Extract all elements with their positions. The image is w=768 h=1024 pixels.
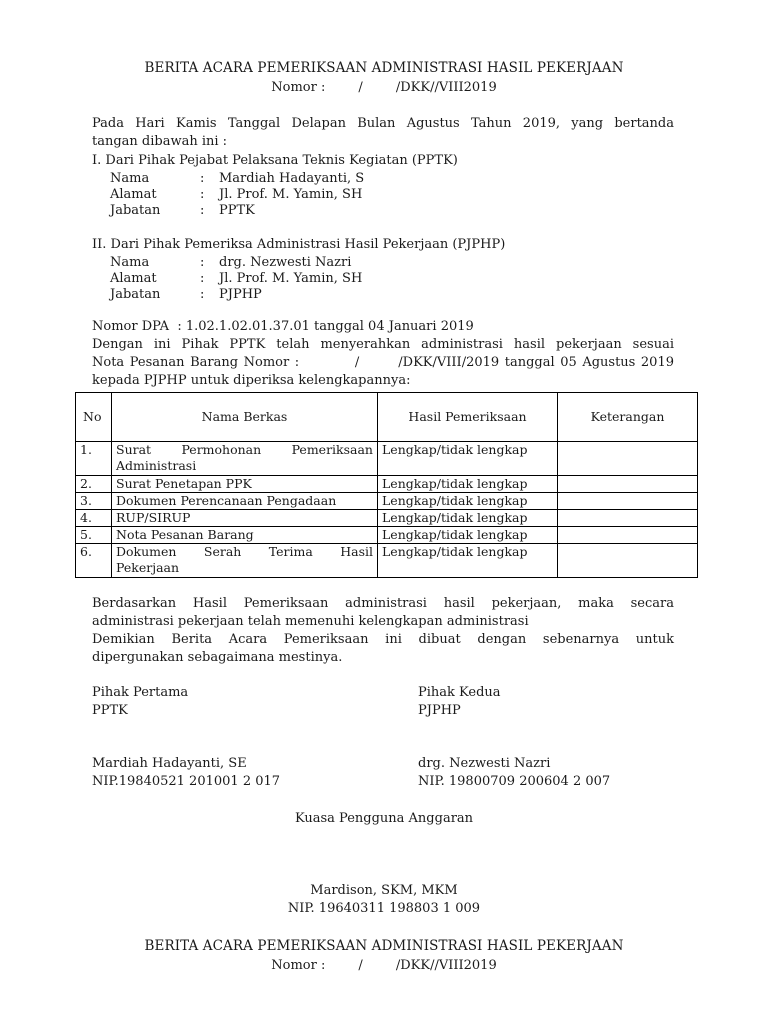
row-result: Lengkap/tidak lengkap: [378, 527, 558, 544]
table-row: [76, 476, 698, 493]
column-header-name: Nama Berkas: [112, 393, 378, 442]
first-party-label: Pihak Pertama: [92, 685, 189, 700]
intro-line-1: Pada Hari Kamis Tanggal Delapan Bulan Agustus Tahun 2019, yang bertanda: [92, 116, 674, 131]
row-number: 6.: [76, 544, 112, 578]
field-value: PPTK: [219, 203, 255, 218]
second-party-nip: NIP. 19800709 200604 2 007: [418, 774, 611, 789]
field-colon: :: [200, 203, 205, 218]
row-document-name: Surat Penetapan PPK: [112, 476, 378, 493]
row-remarks: [558, 544, 698, 578]
field-value: Mardiah Hadayanti, S: [219, 171, 365, 186]
field-value: PJPHP: [219, 287, 262, 302]
row-remarks: [558, 476, 698, 493]
field-colon: :: [200, 187, 205, 202]
field-colon: :: [200, 255, 205, 270]
second-party-name: drg. Nezwesti Nazri: [418, 756, 551, 771]
document-name-line-2: Administrasi: [116, 458, 197, 473]
row-remarks: [558, 493, 698, 510]
row-document-name: Nota Pesanan Barang: [112, 527, 378, 544]
documents-table: [75, 392, 698, 578]
document-number: Nomor : / /DKK//VIII2019: [271, 80, 497, 95]
field-label: Jabatan: [110, 287, 161, 302]
table-row: [76, 510, 698, 527]
next-page-title: BERITA ACARA PEMERIKSAAN ADMINISTRASI HASIL PEKERJAAN: [144, 938, 624, 954]
first-party-nip: NIP.19840521 201001 2 017: [92, 774, 281, 789]
document-name-line-1: Surat Permohonan Pemeriksaan: [116, 442, 373, 457]
handover-line-2: Nota Pesanan Barang Nomor : / /DKK/VIII/2019 tanggal 05 Agustus 2019: [92, 355, 674, 370]
first-party-role: PPTK: [92, 703, 128, 718]
document-name-line-1: Dokumen Serah Terima Hasil: [116, 544, 373, 559]
pjphp-heading: II. Dari Pihak Pemeriksa Administrasi Hasil Pekerjaan (PJPHP): [92, 237, 506, 252]
second-party-label: Pihak Kedua: [418, 685, 501, 700]
intro-line-2: tangan dibawah ini :: [92, 134, 228, 149]
row-result: Lengkap/tidak lengkap: [378, 476, 558, 493]
row-remarks: [558, 527, 698, 544]
conclusion-line-4: dipergunakan sebagaimana mestinya.: [92, 650, 343, 665]
table-row: [76, 527, 698, 544]
field-label: Nama: [110, 255, 150, 270]
table-row: [76, 442, 698, 476]
handover-line-3: kepada PJPHP untuk diperiksa kelengkapannya:: [92, 373, 411, 388]
table-row: [76, 493, 698, 510]
row-result: Lengkap/tidak lengkap: [378, 442, 558, 476]
field-colon: :: [200, 171, 205, 186]
row-result: Lengkap/tidak lengkap: [378, 544, 558, 578]
field-label: Alamat: [110, 187, 157, 202]
conclusion-line-3: Demikian Berita Acara Pemeriksaan ini dibuat dengan sebenarnya untuk: [92, 632, 674, 647]
row-number: 5.: [76, 527, 112, 544]
row-document-name: Dokumen Perencanaan Pengadaan: [112, 493, 378, 510]
row-number: 2.: [76, 476, 112, 493]
field-colon: :: [200, 271, 205, 286]
field-label: Nama: [110, 171, 150, 186]
budget-authority-title: Kuasa Pengguna Anggaran: [294, 811, 474, 826]
budget-authority-nip: NIP. 19640311 198803 1 009: [287, 901, 481, 916]
table-row: [76, 544, 698, 578]
conclusion-line-1: Berdasarkan Hasil Pemeriksaan administrasi hasil pekerjaan, maka secara: [92, 596, 674, 611]
field-label: Alamat: [110, 271, 157, 286]
next-page-number: Nomor : / /DKK//VIII2019: [271, 958, 497, 973]
budget-authority-name: Mardison, SKM, MKM: [310, 883, 458, 898]
row-number: 4.: [76, 510, 112, 527]
row-document-name: [112, 544, 378, 578]
row-number: 1.: [76, 442, 112, 476]
field-value: drg. Nezwesti Nazri: [219, 255, 352, 270]
row-document-name: [112, 442, 378, 476]
field-value: Jl. Prof. M. Yamin, SH: [219, 187, 363, 202]
row-number: 3.: [76, 493, 112, 510]
dpa-line: Nomor DPA : 1.02.1.02.01.37.01 tanggal 04 Januari 2019: [92, 319, 474, 334]
handover-line-1: Dengan ini Pihak PPTK telah menyerahkan administrasi hasil pekerjaan sesuai: [92, 337, 674, 352]
column-header-result: Hasil Pemeriksaan: [378, 393, 558, 442]
field-value: Jl. Prof. M. Yamin, SH: [219, 271, 363, 286]
column-header-no: No: [76, 393, 112, 442]
document-title: BERITA ACARA PEMERIKSAAN ADMINISTRASI HASIL PEKERJAAN: [144, 60, 624, 76]
table-header-row: [76, 393, 698, 442]
row-remarks: [558, 442, 698, 476]
row-remarks: [558, 510, 698, 527]
second-party-role: PJPHP: [418, 703, 461, 718]
column-header-remarks: Keterangan: [558, 393, 698, 442]
pptk-heading: I. Dari Pihak Pejabat Pelaksana Teknis Kegiatan (PPTK): [92, 153, 458, 168]
row-document-name: RUP/SIRUP: [112, 510, 378, 527]
row-result: Lengkap/tidak lengkap: [378, 493, 558, 510]
document-name-line-2: Pekerjaan: [116, 560, 180, 575]
conclusion-line-2: administrasi pekerjaan telah memenuhi kelengkapan administrasi: [92, 614, 529, 629]
field-colon: :: [200, 287, 205, 302]
row-result: Lengkap/tidak lengkap: [378, 510, 558, 527]
first-party-name: Mardiah Hadayanti, SE: [92, 756, 247, 771]
field-label: Jabatan: [110, 203, 161, 218]
